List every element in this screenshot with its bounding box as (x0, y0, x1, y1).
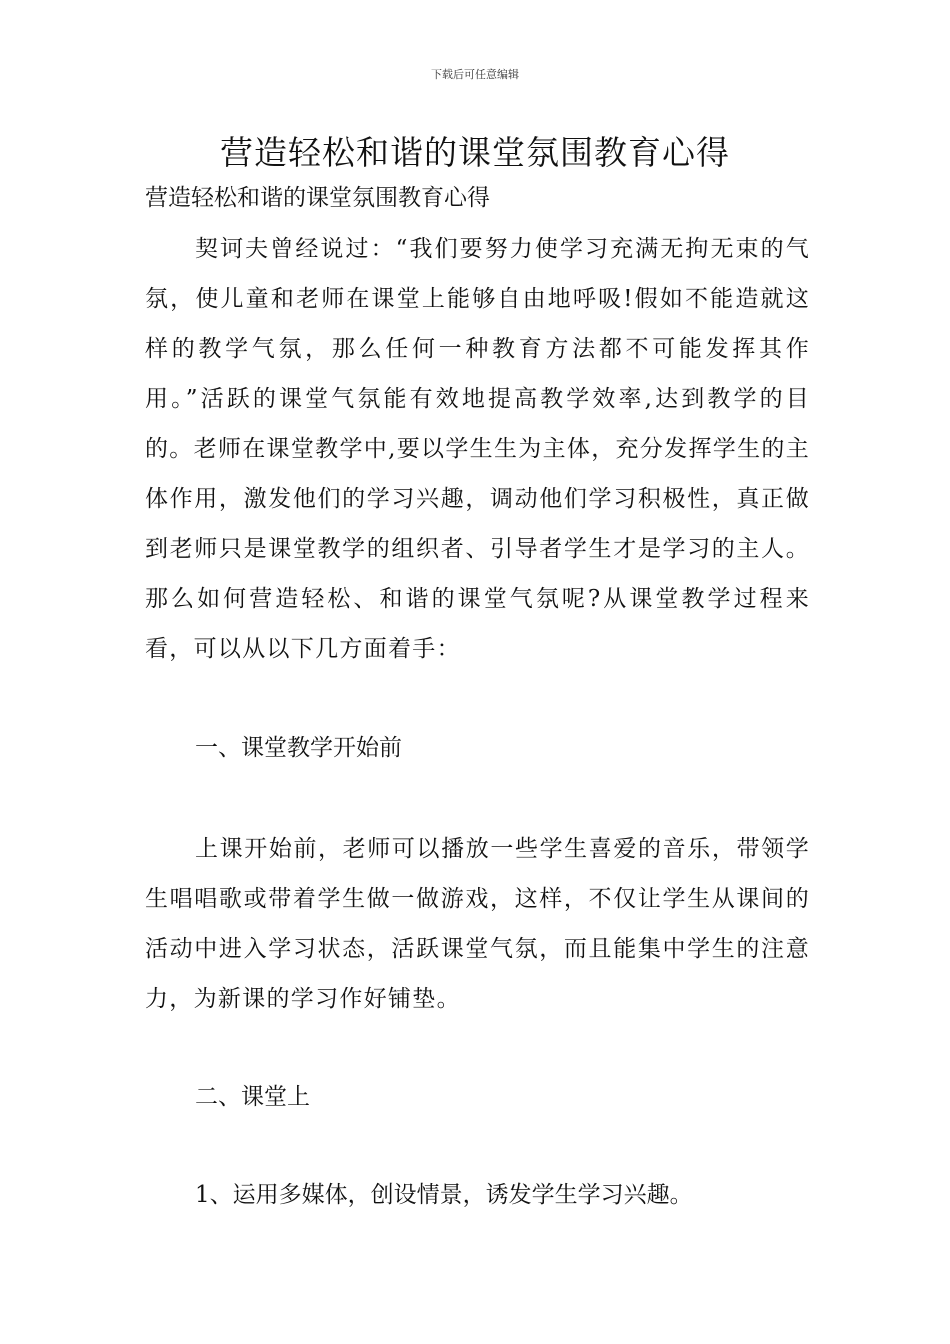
document-subtitle: 营造轻松和谐的课堂氛围教育心得 (145, 185, 490, 211)
section-heading-2: 二、课堂上 (195, 1084, 310, 1110)
header-note: 下载后可任意编辑 (431, 68, 519, 81)
section-heading-1: 一、课堂教学开始前 (195, 735, 402, 761)
list-item-1: 1、运用多媒体，创设情景，诱发学生学习兴趣。 (195, 1182, 693, 1208)
intro-paragraph: 契诃夫曾经说过：“我们要努力使学习充满无拘无束的气氛，使儿童和老师在课堂上能够自由地呼吸!假如不能造就这样的教学气氛，那么任何一种教育方法都不可能发挥其作用。”活跃的课堂气氛能有效地提高教学效率,达到教学的目的。老师在课堂教学中,要以学生生为主体，充分发挥学生的主体作用，激发他们的学习兴趣，调动他们学习积极性，真正做到老师只是课堂教学的组织者、引导者学生才是学习的主人。那么如何营造轻松、和谐的课堂气氛呢?从课堂教学过程来看，可以从以下几方面着手： (145, 236, 810, 662)
section1-paragraph: 上课开始前，老师可以播放一些学生喜爱的音乐，带领学生唱唱歌或带着学生做一做游戏，这样，不仅让学生从课间的活动中进入学习状态，活跃课堂气氛，而且能集中学生的注意力，为新课的学习作好铺垫。 (145, 836, 810, 1012)
document-title: 营造轻松和谐的课堂氛围教育心得 (220, 133, 730, 172)
